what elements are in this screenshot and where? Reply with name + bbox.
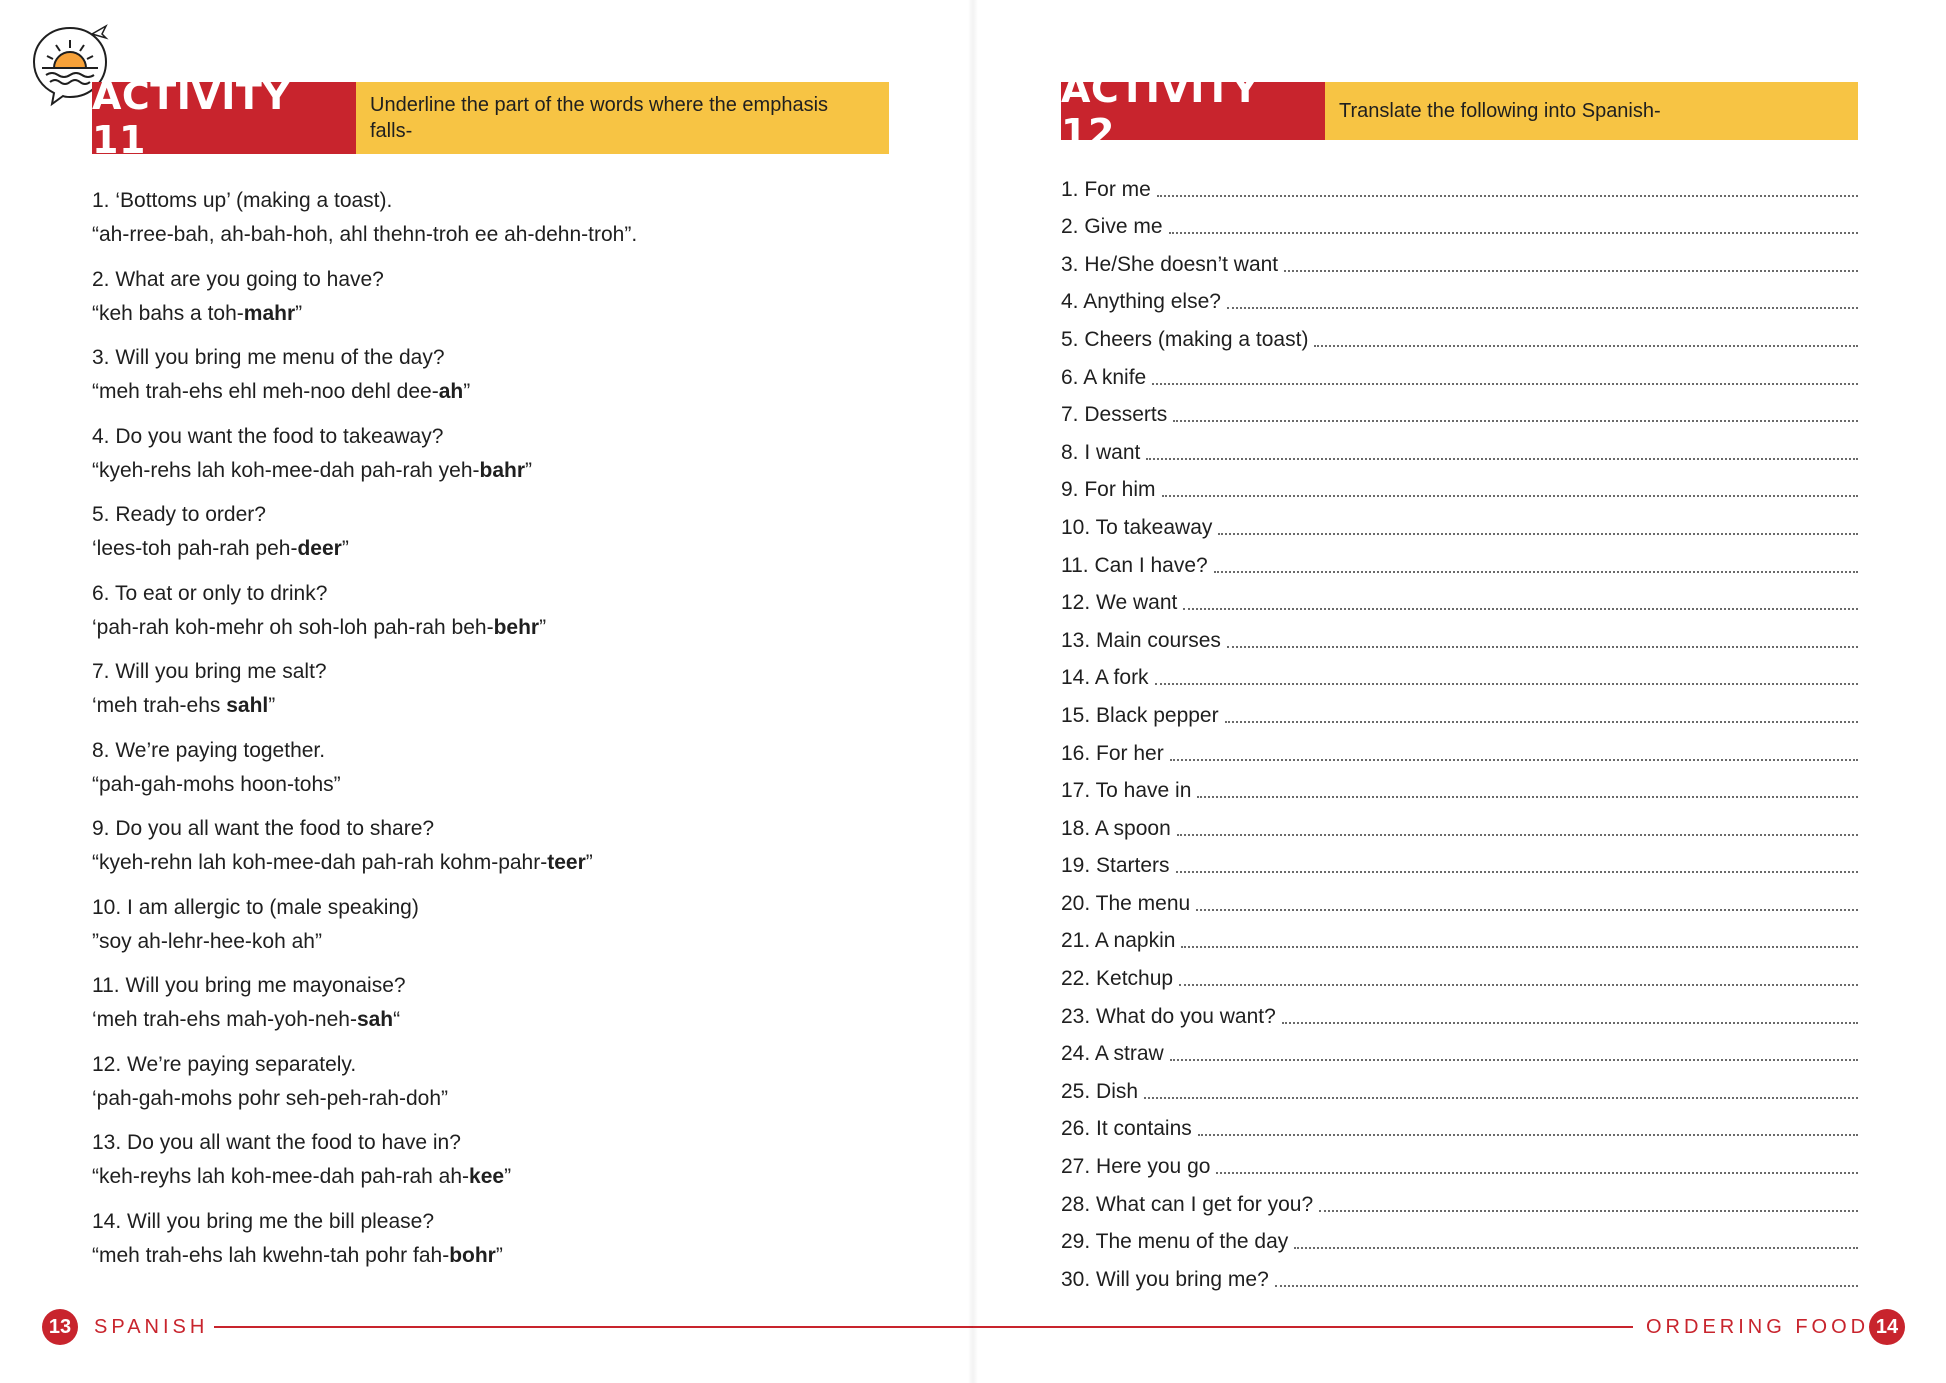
answer-line[interactable] xyxy=(1216,1172,1858,1174)
answer-line[interactable] xyxy=(1183,608,1858,610)
footer-label-left: SPANISH xyxy=(94,1316,209,1338)
activity-12-header xyxy=(1061,67,1858,155)
list-item xyxy=(1061,580,1858,618)
activity-11-instruction: Underline the part of the words where the emphasis falls- xyxy=(370,94,829,142)
list-item xyxy=(92,655,892,734)
list-item xyxy=(1061,880,1858,918)
answer-line[interactable] xyxy=(1173,420,1858,422)
item-label: 21. A napkin xyxy=(1061,929,1176,953)
item-label: 4. Anything else? xyxy=(1061,290,1221,314)
item-pronunciation: ”soy ah-lehr-hee-koh ah” xyxy=(92,929,322,953)
item-question: 3. Will you bring me menu of the day? xyxy=(92,346,445,369)
answer-line[interactable] xyxy=(1294,1247,1858,1249)
item-label: 20. The menu xyxy=(1061,891,1191,915)
item-pronunciation: “kyeh-rehn lah koh-mee-dah pah-rah kohm-pahr-teer” xyxy=(92,851,593,874)
list-item xyxy=(92,577,892,656)
item-pronunciation: “pah-gah-mohs hoon-tohs” xyxy=(92,772,341,796)
list-item xyxy=(1061,918,1858,956)
item-label: 10. To takeaway xyxy=(1061,515,1213,539)
footer-rule-left xyxy=(214,1326,973,1328)
item-question: 12. We’re paying separately. xyxy=(92,1052,357,1076)
list-item xyxy=(1061,241,1858,279)
answer-line[interactable] xyxy=(1170,1059,1858,1061)
list-item xyxy=(92,1048,892,1127)
activity-11-header xyxy=(92,74,889,162)
item-question: 11. Will you bring me mayonaise? xyxy=(92,974,406,997)
item-question: 1. ‘Bottoms up’ (making a toast). xyxy=(92,189,393,212)
list-item xyxy=(1061,392,1858,430)
footer-rule-right xyxy=(973,1326,1633,1328)
answer-line[interactable] xyxy=(1227,646,1858,648)
list-item xyxy=(1061,1106,1858,1144)
item-label: 3. He/She doesn’t want xyxy=(1061,252,1279,276)
answer-line[interactable] xyxy=(1169,232,1858,234)
answer-line[interactable] xyxy=(1314,345,1858,347)
list-item xyxy=(92,341,892,420)
list-item xyxy=(1061,993,1858,1031)
list-item xyxy=(92,498,892,577)
list-item xyxy=(1061,617,1858,655)
item-question: 4. Do you want the food to takeaway? xyxy=(92,424,444,448)
item-pronunciation: ‘meh trah-ehs mah-yoh-neh-sah“ xyxy=(92,1008,401,1031)
item-pronunciation: ‘meh trah-ehs sahl” xyxy=(92,694,276,717)
answer-line[interactable] xyxy=(1225,721,1858,723)
list-item xyxy=(1061,429,1858,467)
item-label: 5. Cheers (making a toast) xyxy=(1061,327,1309,351)
list-item xyxy=(1061,542,1858,580)
list-item xyxy=(1061,692,1858,730)
list-item xyxy=(92,420,892,499)
item-question: 6. To eat or only to drink? xyxy=(92,581,328,605)
item-question: 7. Will you bring me salt? xyxy=(92,660,327,683)
list-item xyxy=(1061,1181,1858,1219)
item-label: 16. For her xyxy=(1061,741,1164,765)
answer-line[interactable] xyxy=(1157,195,1858,197)
list-item xyxy=(1061,805,1858,843)
answer-line[interactable] xyxy=(1155,683,1858,685)
item-label: 23. What do you want? xyxy=(1061,1004,1276,1028)
answer-line[interactable] xyxy=(1198,1134,1858,1136)
item-label: 12. We want xyxy=(1061,591,1178,615)
item-pronunciation: “meh trah-ehs lah kwehn-tah pohr fah-bohr” xyxy=(92,1243,503,1267)
item-label: 18. A spoon xyxy=(1061,816,1171,840)
answer-line[interactable] xyxy=(1146,458,1858,460)
list-item xyxy=(1061,730,1858,768)
list-item xyxy=(1061,955,1858,993)
item-label: 9. For him xyxy=(1061,478,1156,502)
item-label: 6. A knife xyxy=(1061,365,1147,389)
list-item xyxy=(1061,655,1858,693)
item-question: 8. We’re paying together. xyxy=(92,738,326,762)
item-label: 2. Give me xyxy=(1061,215,1163,239)
list-item xyxy=(92,184,892,263)
answer-line[interactable] xyxy=(1176,871,1858,873)
answer-line[interactable] xyxy=(1170,759,1858,761)
item-pronunciation: ‘pah-rah koh-mehr oh soh-loh pah-rah beh-behr” xyxy=(92,615,547,639)
item-label: 22. Ketchup xyxy=(1061,967,1174,991)
item-label: 28. What can I get for you? xyxy=(1061,1192,1314,1216)
item-question: 2. What are you going to have? xyxy=(92,267,384,291)
page-number-left: 13 xyxy=(42,1309,78,1345)
item-label: 30. Will you bring me? xyxy=(1061,1267,1269,1291)
answer-line[interactable] xyxy=(1227,307,1858,309)
answer-line[interactable] xyxy=(1214,571,1858,573)
list-item xyxy=(92,891,892,970)
page-number-right: 14 xyxy=(1869,1309,1905,1345)
item-pronunciation: “kyeh-rehs lah koh-mee-dah pah-rah yeh-bahr” xyxy=(92,458,533,482)
list-item xyxy=(1061,1068,1858,1106)
item-label: 26. It contains xyxy=(1061,1117,1192,1141)
list-item xyxy=(1061,279,1858,317)
item-label: 11. Can I have? xyxy=(1061,553,1208,577)
item-pronunciation: ‘lees-toh pah-rah peh-deer” xyxy=(92,537,349,560)
activity-12-instruction: Translate the following into Spanish- xyxy=(1339,100,1661,122)
item-question: 10. I am allergic to (male speaking) xyxy=(92,895,419,919)
answer-line[interactable] xyxy=(1284,270,1858,272)
item-label: 15. Black pepper xyxy=(1061,703,1219,727)
list-item xyxy=(1061,1219,1858,1257)
answer-line[interactable] xyxy=(1196,909,1858,911)
item-label: 14. A fork xyxy=(1061,666,1149,690)
list-item xyxy=(1061,768,1858,806)
item-label: 8. I want xyxy=(1061,440,1141,464)
item-label: 7. Desserts xyxy=(1061,403,1168,427)
list-item xyxy=(92,969,892,1048)
item-pronunciation: “meh trah-ehs ehl meh-noo dehl dee-ah” xyxy=(92,380,471,403)
item-label: 1. For me xyxy=(1061,177,1151,201)
answer-line[interactable] xyxy=(1152,383,1858,385)
list-item xyxy=(1061,843,1858,881)
answer-line[interactable] xyxy=(1179,984,1858,986)
answer-line[interactable] xyxy=(1181,946,1858,948)
item-question: 13. Do you all want the food to have in? xyxy=(92,1131,461,1154)
answer-line[interactable] xyxy=(1162,495,1858,497)
item-question: 9. Do you all want the food to share? xyxy=(92,817,435,840)
item-label: 24. A straw xyxy=(1061,1042,1164,1066)
right-page xyxy=(973,0,1946,1383)
answer-line[interactable] xyxy=(1282,1022,1858,1024)
item-label: 13. Main courses xyxy=(1061,628,1221,652)
list-item xyxy=(92,734,892,813)
list-item xyxy=(1061,1031,1858,1069)
item-pronunciation: ‘pah-gah-mohs pohr seh-peh-rah-doh” xyxy=(92,1086,449,1110)
activity-12-list xyxy=(1061,166,1858,1294)
list-item xyxy=(1061,204,1858,242)
activity-12-title: ACTIVITY 12 xyxy=(1061,82,1325,140)
list-item xyxy=(92,812,892,891)
item-question: 5. Ready to order? xyxy=(92,503,266,526)
list-item xyxy=(1061,166,1858,204)
list-item xyxy=(1061,354,1858,392)
answer-line[interactable] xyxy=(1319,1210,1858,1212)
list-item xyxy=(92,1205,892,1284)
item-label: 29. The menu of the day xyxy=(1061,1230,1289,1254)
activity-11-title: ACTIVITY 11 xyxy=(92,82,356,154)
item-question: 14. Will you bring me the bill please? xyxy=(92,1209,435,1233)
list-item xyxy=(1061,504,1858,542)
answer-line[interactable] xyxy=(1275,1285,1858,1287)
activity-11-list xyxy=(92,184,892,1283)
list-item xyxy=(1061,1256,1858,1294)
list-item xyxy=(92,263,892,342)
item-pronunciation: “ah-rree-bah, ah-bah-hoh, ahl thehn-troh ee ah-dehn-troh”. xyxy=(92,223,638,246)
list-item xyxy=(1061,467,1858,505)
answer-line[interactable] xyxy=(1218,533,1858,535)
item-label: 27. Here you go xyxy=(1061,1155,1211,1179)
answer-line[interactable] xyxy=(1177,834,1858,836)
list-item xyxy=(1061,1143,1858,1181)
item-label: 19. Starters xyxy=(1061,854,1170,878)
answer-line[interactable] xyxy=(1197,796,1858,798)
item-pronunciation: “keh bahs a toh-mahr” xyxy=(92,301,303,325)
item-label: 17. To have in xyxy=(1061,779,1192,803)
footer-label-right: ORDERING FOOD xyxy=(1646,1316,1870,1338)
answer-line[interactable] xyxy=(1144,1097,1858,1099)
list-item xyxy=(1061,316,1858,354)
list-item xyxy=(92,1126,892,1205)
item-pronunciation: “keh-reyhs lah koh-mee-dah pah-rah ah-kee” xyxy=(92,1165,512,1188)
item-label: 25. Dish xyxy=(1061,1079,1139,1103)
